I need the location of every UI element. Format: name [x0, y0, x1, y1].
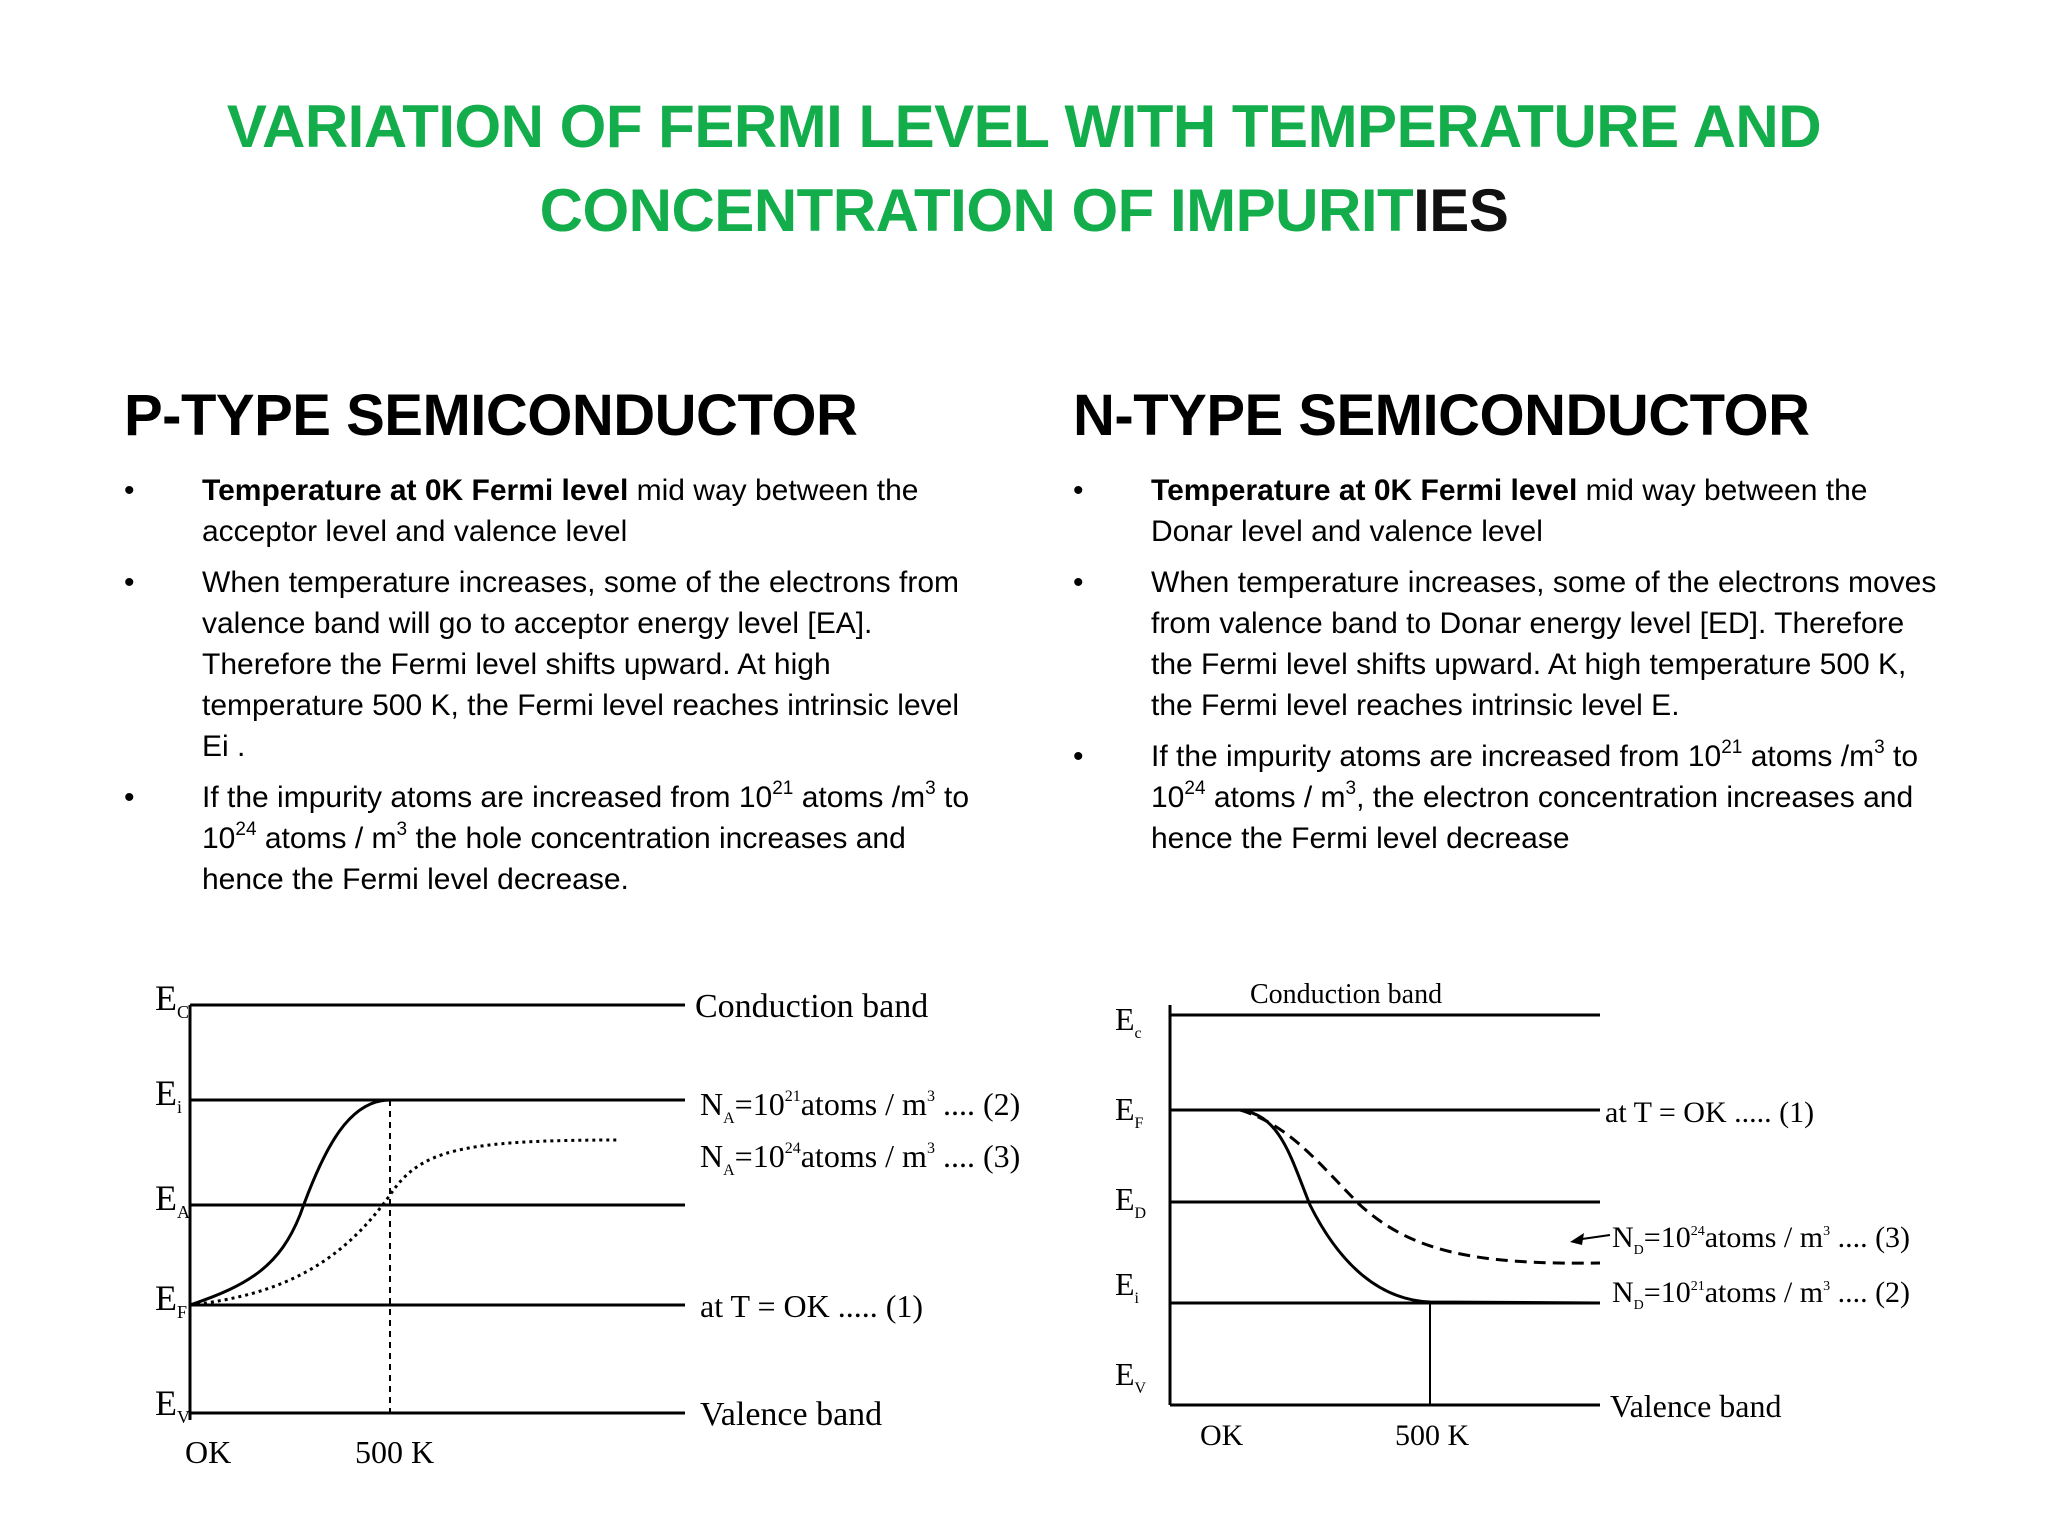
p-type-fermi-diagram	[140, 965, 1020, 1485]
bullet-glyph: •	[1073, 740, 1084, 773]
superscript: 3	[1874, 737, 1885, 758]
axis-label-ed: $E_D$	[1115, 1181, 1147, 1222]
axis-label-ef: $E_F$	[1115, 1091, 1144, 1132]
at-t0-label: at T = OK ..... (1)	[700, 1288, 924, 1324]
bullet-text: atoms /m	[1742, 740, 1875, 773]
bullet-text: If the impurity atoms are increased from 10	[202, 781, 773, 814]
superscript: 3	[396, 819, 408, 840]
curve-nd-1e24	[1240, 1110, 1600, 1263]
x-label-500k: 500 K	[355, 1434, 435, 1470]
at-t0-label: at T = OK ..... (1)	[1605, 1096, 1815, 1129]
title-line-2-dark: IES	[1413, 177, 1509, 244]
superscript: 24	[235, 819, 257, 840]
list-item	[124, 562, 992, 767]
conduction-band-label: Conduction band	[695, 988, 929, 1025]
x-label-500k: 500 K	[1395, 1419, 1470, 1452]
x-label-0k: OK	[185, 1434, 232, 1470]
bullet-text: atoms /m	[793, 781, 926, 814]
axis-label-ev: $E_V$	[1115, 1356, 1147, 1397]
bullet-text: atoms / m	[256, 822, 397, 855]
superscript: 21	[772, 778, 794, 799]
bullet-text: mid way between the acceptor level and valence level	[202, 474, 919, 548]
arrow-head-icon	[1570, 1233, 1584, 1245]
bullet-glyph: •	[124, 781, 135, 814]
x-label-0k: OK	[1200, 1419, 1244, 1452]
axis-label-ev: $E_V$	[155, 1383, 190, 1427]
bullet-text: to 10	[202, 781, 970, 855]
bullet-glyph: •	[1073, 566, 1084, 599]
bullet-glyph: •	[124, 566, 135, 599]
p-type-bullets	[124, 470, 1024, 900]
axis-label-ei: $E_i$	[1115, 1266, 1139, 1307]
list-item	[1073, 470, 1941, 552]
bullet-text: mid way between the Donar level and valence level	[1151, 474, 1868, 548]
p-type-heading: P-TYPE SEMICONDUCTOR	[124, 383, 858, 448]
axis-label-ei: $E_i$	[155, 1073, 183, 1117]
title-line-1: VARIATION OF FERMI LEVEL WITH TEMPERATURE AND	[226, 93, 1822, 160]
superscript: 24	[1184, 778, 1206, 799]
axis-label-ec: $E_c$	[1115, 1001, 1142, 1042]
curve-3-label: $N_D=10^{24}atoms / m^3$ .... (3)	[1612, 1221, 1911, 1258]
bullet-glyph: •	[124, 474, 135, 507]
axis-label-ec: $E_C$	[155, 978, 190, 1022]
title-line-2-green: CONCENTRATION OF IMPURIT	[539, 177, 1414, 244]
list-item	[1073, 562, 1941, 726]
conduction-band-label: Conduction band	[1250, 979, 1443, 1010]
superscript: 3	[925, 778, 936, 799]
list-item	[124, 470, 992, 552]
curve-3-label: $N_A=10^{24}atoms / m^3$ .... (3)	[700, 1138, 1020, 1179]
bullet-text: to 10	[1151, 740, 1919, 814]
curve-na-1e21	[190, 1100, 390, 1305]
bullet-text: atoms / m	[1205, 781, 1346, 814]
bullet-text: When temperature increases, some of the electrons moves from valence band to Donar energy level [ED]. Therefore the Fermi level shifts upward. At high temperature 500 K, the Fermi level reaches intrinsic level E.	[1151, 566, 1937, 722]
bullet-glyph: •	[1073, 474, 1084, 507]
bullet-text: the hole concentration increases and hence the Fermi level decrease.	[202, 822, 906, 896]
axis-label-ea: $E_A$	[155, 1178, 190, 1222]
n-type-fermi-diagram	[1100, 965, 2000, 1485]
list-item	[124, 777, 992, 900]
superscript: 3	[1345, 778, 1357, 799]
bullet-text: , the electron concentration increases and hence the Fermi level decrease	[1151, 781, 1914, 855]
bullet-bold-text: Temperature at 0K Fermi level	[202, 474, 629, 507]
p-type-column	[124, 378, 1024, 910]
superscript: 21	[1721, 737, 1743, 758]
slide-title	[0, 85, 2048, 253]
list-item	[1073, 736, 1941, 859]
n-type-column	[1073, 378, 1973, 869]
bullet-text: If the impurity atoms are increased from 10	[1151, 740, 1722, 773]
curve-2-label: $N_D=10^{21}atoms / m^3$ .... (2)	[1612, 1276, 1911, 1313]
axis-label-ef: $E_F$	[155, 1278, 188, 1322]
bullet-text: When temperature increases, some of the electrons from valence band will go to acceptor energy level [EA]. Therefore the Fermi level shifts upward. At high temperature 500 K, the Fermi level reaches intrinsic level Ei .	[202, 566, 960, 763]
curve-na-1e24	[190, 1140, 620, 1305]
n-type-heading: N-TYPE SEMICONDUCTOR	[1073, 383, 1810, 448]
n-type-bullets	[1073, 470, 1973, 859]
valence-band-label: Valence band	[700, 1396, 883, 1433]
valence-band-label: Valence band	[1610, 1388, 1782, 1424]
bullet-bold-text: Temperature at 0K Fermi level	[1151, 474, 1578, 507]
curve-2-label: $N_A=10^{21}atoms / m^3$ .... (2)	[700, 1086, 1020, 1127]
curve-nd-1e21	[1170, 1110, 1600, 1303]
